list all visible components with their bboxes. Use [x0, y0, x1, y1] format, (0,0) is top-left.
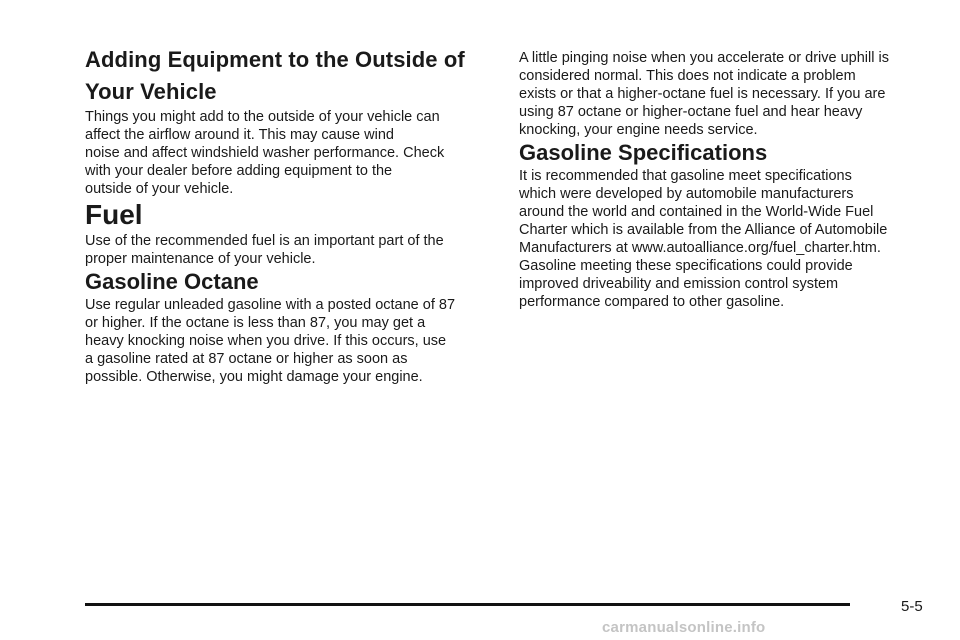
paragraph-adding-equipment: Things you might add to the outside of your vehicle can affect the airflow around it. This may cause wind noise and affect windshield washer performance. Check with your dealer before adding equipment to the outside of your vehicle.	[85, 109, 445, 197]
heading-adding-equipment: Adding Equipment to the Outside of Your Vehicle	[85, 47, 465, 104]
paragraph-fuel: Use of the recommended fuel is an important part of the proper maintenance of your vehicle.	[85, 233, 444, 267]
heading-gasoline-octane: Gasoline Octane	[85, 269, 259, 294]
paragraph-octane-continued: A little pinging noise when you accelerate or drive uphill is considered normal. This does not indicate a problem exists or that a higher-octane fuel is necessary. If you are using 87 octane or higher-octane fuel and hear heavy knocking, your engine needs service.	[519, 50, 889, 138]
watermark: carmanualsonline.info	[602, 619, 766, 636]
heading-gasoline-specifications: Gasoline Specifications	[519, 140, 768, 165]
footer-rule	[85, 603, 850, 606]
paragraph-gasoline-specifications: It is recommended that gasoline meet specifications which were developed by automobile manufacturers around the world and contained in the World-Wide Fuel Charter which is available from the Alliance of Automobile Manufacturers at www.autoalliance.org/fuel_charter.htm. Gasoline meeting these specifications could provide improved driveability and emission control system performance compared to other gasoline.	[519, 168, 888, 310]
right-column	[519, 49, 924, 311]
paragraph-gasoline-octane: Use regular unleaded gasoline with a posted octane of 87 or higher. If the octane is less than 87, you may get a heavy knocking noise when you drive. If this occurs, use a gasoline rated at 87 octane or higher as soon as possible. Otherwise, you might damage your engine.	[85, 297, 456, 385]
heading-fuel: Fuel	[85, 199, 143, 230]
page-number: 5-5	[901, 598, 923, 615]
left-column	[85, 44, 490, 386]
